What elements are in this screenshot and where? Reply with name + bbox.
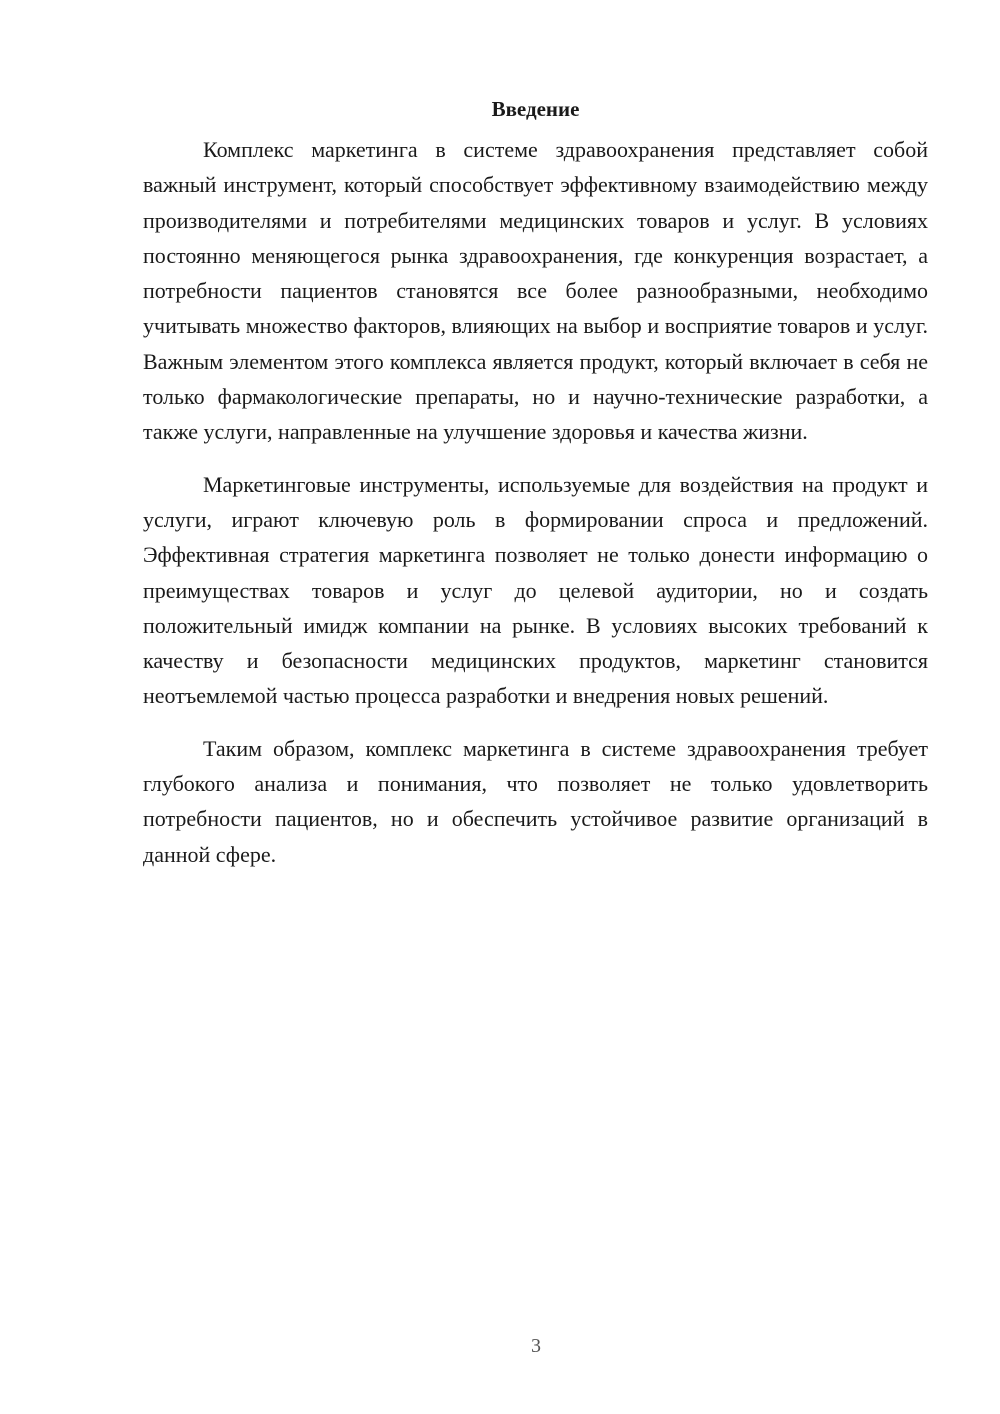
page-number: 3 <box>531 1335 541 1357</box>
paragraph-3: Таким образом, комплекс маркетинга в системе здравоохранения требует глубокого анализа и понимания, что позволяет не только удовлетворить потребности пациентов, но и обеспечить устойчивое развитие организаций в данной сфере. <box>143 735 928 867</box>
paragraph-2: Маркетинговые инструменты, используемые для воздействия на продукт и услуги, играют ключевую роль в формировании спроса и предложений. Эффективная стратегия маркетинга позволяет не только донести информацию о преимуществах товаров и услуг до целевой аудитории, но и создать положительный имидж компании на рынке. В условиях высоких требований к качеству и безопасности медицинских продуктов, маркетинг становится неотъемлемой частью процесса разработки и внедрения новых решений. <box>143 471 928 709</box>
document-page <box>143 92 928 872</box>
paragraph-1: Комплекс маркетинга в системе здравоохранения представляет собой важный инструмент, который способствует эффективному взаимодействию между производителями и потребителями медицинских товаров и услуг. В условиях постоянно меняющегося рынка здравоохранения, где конкуренция возрастает, а потребности пациентов становятся все более разнообразными, необходимо учитывать множество факторов, влияющих на выбор и восприятие товаров и услуг. Важным элементом этого комплекса является продукт, который включает в себя не только фармакологические препараты, но и научно-технические разработки, а также услуги, направленные на улучшение здоровья и качества жизни. <box>143 137 928 445</box>
page-title: Введение <box>491 97 580 121</box>
